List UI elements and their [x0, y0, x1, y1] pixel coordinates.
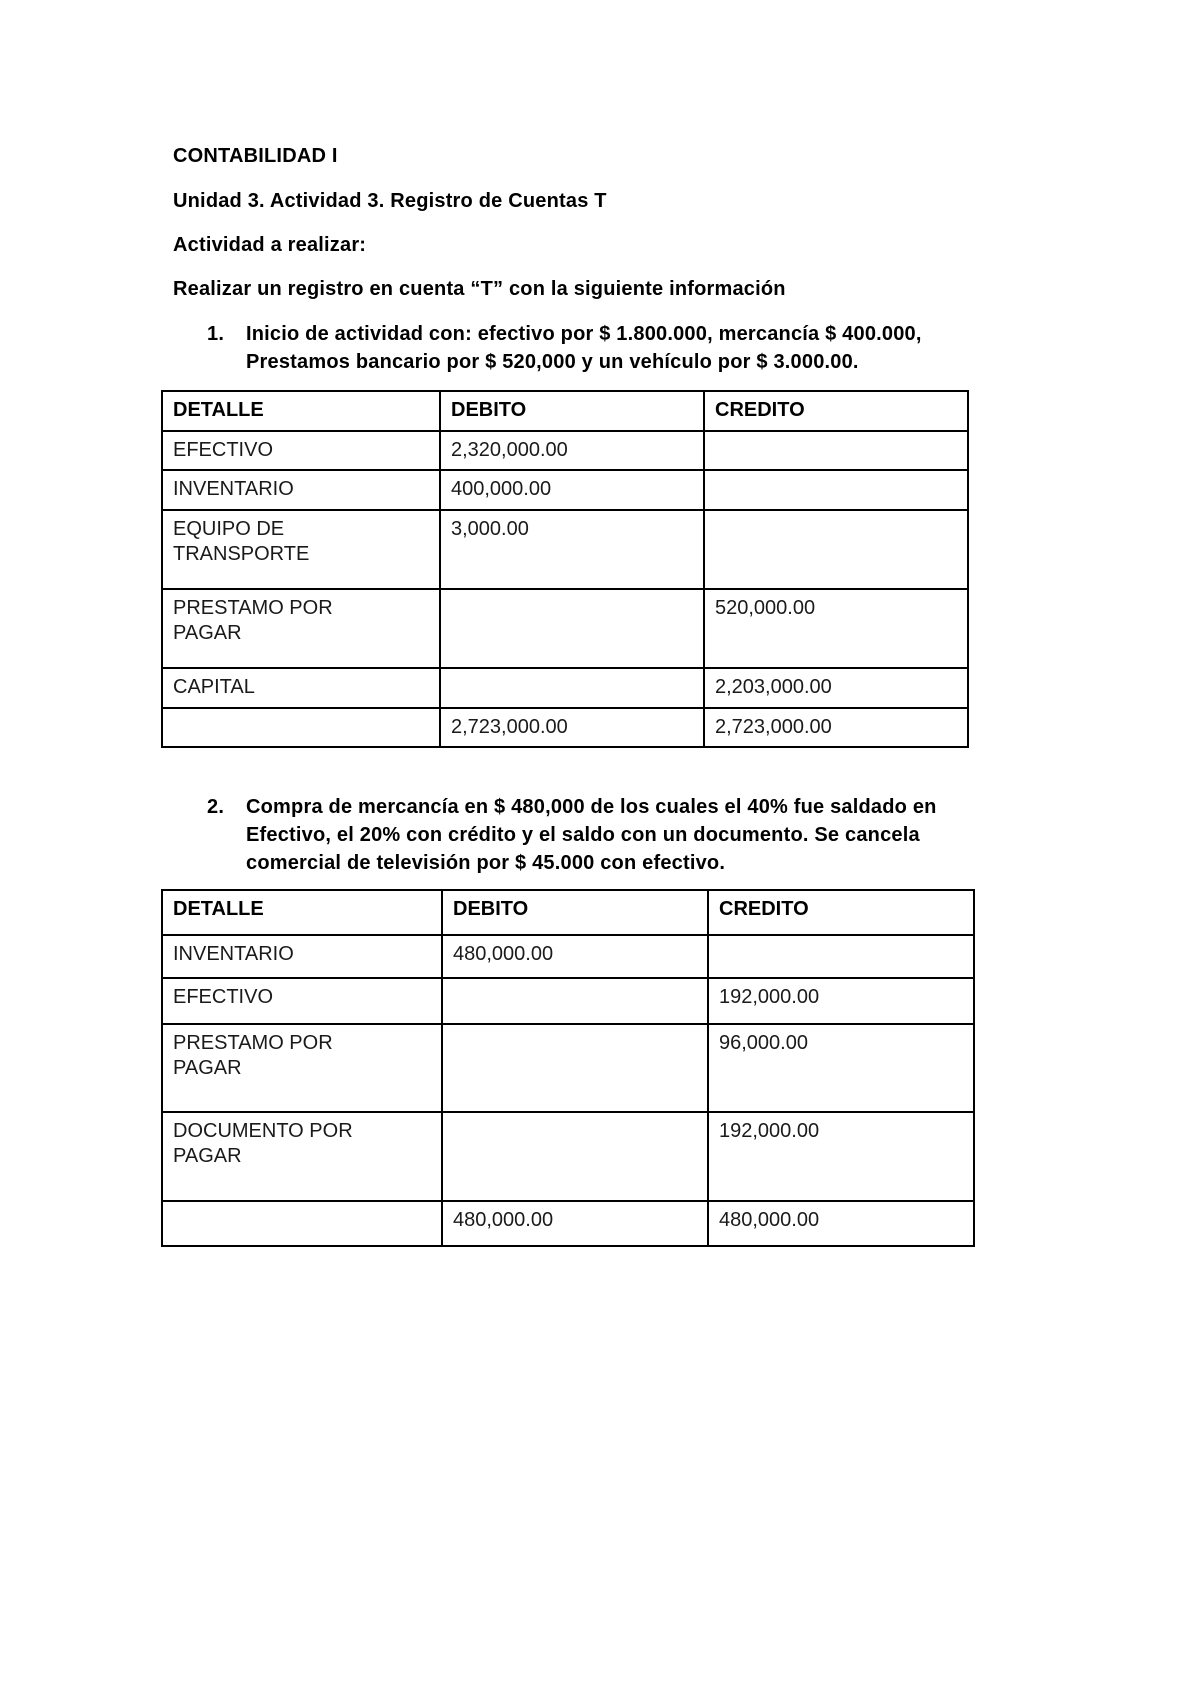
table-header-row — [162, 391, 968, 431]
cell-detalle: PRESTAMO POR PAGAR — [162, 1024, 442, 1112]
exercise-text-line: Prestamos bancario por $ 520,000 y un vehículo por $ 3.000.00. — [246, 351, 859, 373]
cell-credito: 2,203,000.00 — [704, 668, 968, 708]
cell-detalle: INVENTARIO — [162, 470, 440, 510]
cell-credito: 520,000.00 — [704, 589, 968, 668]
table-row — [162, 1024, 974, 1112]
exercise-number: 1. — [207, 323, 225, 345]
table-row — [162, 470, 968, 510]
table-header-row — [162, 890, 974, 935]
cell-debito — [440, 668, 704, 708]
exercise-text-line: Efectivo, el 20% con crédito y el saldo con un documento. Se cancela — [246, 824, 920, 846]
table-total-row — [162, 1201, 974, 1246]
cell-credito — [708, 935, 974, 978]
activity-heading: Actividad a realizar: — [173, 234, 367, 256]
cell-detalle: DOCUMENTO POR PAGAR — [162, 1112, 442, 1201]
table-row — [162, 668, 968, 708]
total-credito: 480,000.00 — [708, 1201, 974, 1246]
table-row — [162, 1112, 974, 1201]
table-total-row — [162, 708, 968, 747]
cell-detalle — [162, 708, 440, 747]
table-row — [162, 589, 968, 668]
exercise-text-line: Compra de mercancía en $ 480,000 de los cuales el 40% fue saldado en — [246, 796, 937, 818]
header-detalle: DETALLE — [162, 890, 442, 935]
cell-detalle: EFECTIVO — [162, 431, 440, 470]
cell-credito: 96,000.00 — [708, 1024, 974, 1112]
exercise-text-line: comercial de televisión por $ 45.000 con efectivo. — [246, 852, 726, 874]
instruction-text: Realizar un registro en cuenta “T” con la siguiente información — [173, 278, 786, 300]
cell-credito — [704, 470, 968, 510]
cell-debito: 3,000.00 — [440, 510, 704, 589]
header-debito: DEBITO — [442, 890, 708, 935]
header-credito: CREDITO — [704, 391, 968, 431]
exercise-text-line: Inicio de actividad con: efectivo por $ 1.800.000, mercancía $ 400.000, — [246, 323, 922, 345]
cell-detalle: CAPITAL — [162, 668, 440, 708]
cell-debito — [440, 589, 704, 668]
course-title: CONTABILIDAD I — [173, 145, 338, 167]
cell-debito: 400,000.00 — [440, 470, 704, 510]
cell-detalle: INVENTARIO — [162, 935, 442, 978]
cell-debito — [442, 978, 708, 1024]
table-row — [162, 510, 968, 589]
cell-detalle: EFECTIVO — [162, 978, 442, 1024]
table-row — [162, 935, 974, 978]
header-credito: CREDITO — [708, 890, 974, 935]
total-debito: 2,723,000.00 — [440, 708, 704, 747]
cell-debito — [442, 1024, 708, 1112]
ledger-table-2 — [161, 889, 975, 1247]
table-row — [162, 978, 974, 1024]
unit-title: Unidad 3. Actividad 3. Registro de Cuentas T — [173, 190, 607, 212]
ledger-table-1 — [161, 390, 969, 748]
cell-debito: 480,000.00 — [442, 935, 708, 978]
cell-debito: 2,320,000.00 — [440, 431, 704, 470]
cell-credito: 192,000.00 — [708, 978, 974, 1024]
table-row — [162, 431, 968, 470]
exercise-number: 2. — [207, 796, 225, 818]
cell-detalle: PRESTAMO POR PAGAR — [162, 589, 440, 668]
header-debito: DEBITO — [440, 391, 704, 431]
total-credito: 2,723,000.00 — [704, 708, 968, 747]
total-debito: 480,000.00 — [442, 1201, 708, 1246]
cell-debito — [442, 1112, 708, 1201]
cell-credito — [704, 431, 968, 470]
header-detalle: DETALLE — [162, 391, 440, 431]
cell-detalle — [162, 1201, 442, 1246]
cell-detalle: EQUIPO DE TRANSPORTE — [162, 510, 440, 589]
cell-credito: 192,000.00 — [708, 1112, 974, 1201]
cell-credito — [704, 510, 968, 589]
